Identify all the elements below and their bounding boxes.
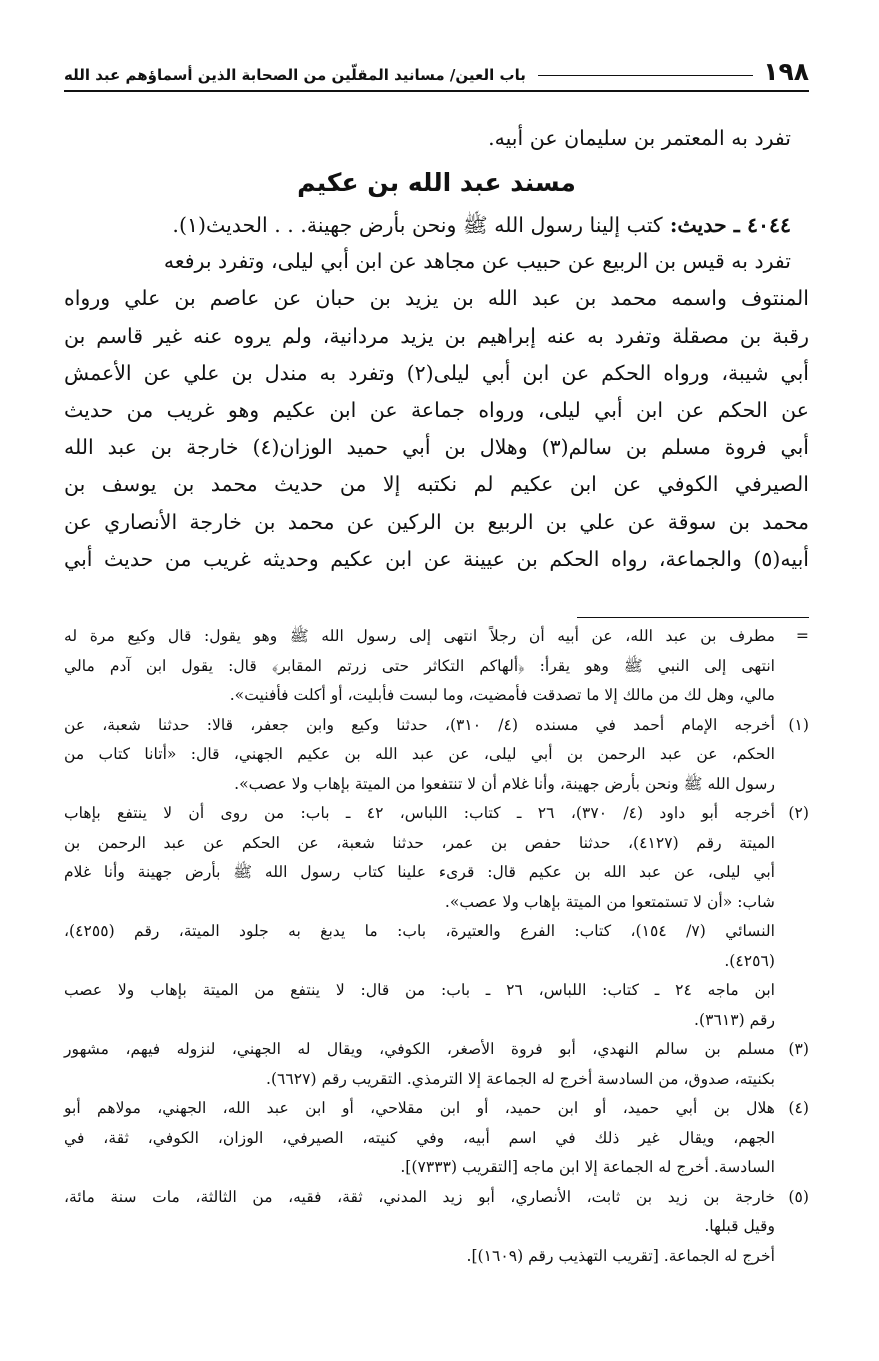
body-line: أبي شيبة، ورواه الحكم عن ابن أبي ليلى(٢) وتفرد به مندل بن علي عن الأعمش — [64, 360, 809, 385]
footnote-mark: (٢) — [788, 804, 809, 822]
footnote-mark: (١) — [788, 715, 809, 734]
footnote-line: ابن ماجه ٢٤ ـ كتاب: اللباس، ٢٦ ـ باب: من قال: لا ينتفع من الميتة بإهاب ولا عصب — [64, 981, 775, 999]
footnote-line: أخرجه الإمام أحمد في مسنده (٤/ ٣١٠)، حدثنا وكيع وابن جعفر، قالا: حدثنا شعبة، عن — [64, 715, 775, 734]
footnote-line: بكنيته، صدوق، من السادسة أخرج له الجماعة إلا الترمذي. التقريب رقم (٦٦٢٧). — [265, 1069, 775, 1088]
footnote-mark: = — [795, 627, 809, 645]
hadith-entry — [64, 207, 809, 243]
footnote-separator — [577, 617, 809, 618]
body-line: محمد بن سوقة عن علي بن الربيع بن الركين عن محمد بن خارجة الأنصاري عن — [64, 509, 809, 534]
footnote-line: وقيل قبلها. — [704, 1217, 775, 1235]
page-number: ١٩٨ — [763, 57, 809, 86]
footnote-3 — [64, 1035, 809, 1094]
footnote-mark: (٣) — [788, 1040, 809, 1058]
footnote-2 — [64, 799, 809, 1035]
intro-line: تفرد به المعتمر بن سليمان عن أبيه. — [488, 126, 791, 150]
footnote-line: رقم (٣٦١٣). — [694, 1010, 775, 1029]
footnote-mark: (٤) — [788, 1099, 809, 1117]
body-line: تفرد به قيس بن الربيع عن حبيب عن مجاهد عن ابن أبي ليلى، وتفرد برفعه — [163, 249, 791, 274]
body-line: الصيرفي الكوفي عن ابن عكيم لم نكتبه إلا من حديث محمد بن يوسف بن — [64, 472, 809, 497]
hadith-text: كتب إلينا رسول الله ﷺ ونحن بأرض جهينة. . . الحديث(١). — [172, 213, 663, 238]
footnote-line: مالي، وهل لك من مالك إلا ما تصدقت فأمضيت، وما لبست فأبليت، أو أكلت فأفنيت». — [229, 686, 775, 704]
footnote-line: أبي ليلى، عن عبد الله بن عكيم قال: قرىء علينا كتاب رسول الله ﷺ بأرض جهينة وأنا غلام — [64, 863, 775, 881]
section-title: مسند عبد الله بن عكيم — [297, 168, 576, 198]
footnote-1 — [64, 711, 809, 800]
footnote-line: الحكم، عن عبد الرحمن بن أبي ليلى، عن عبد الله بن عكيم الجهني، قال: «أتانا كتاب من — [64, 745, 775, 763]
footnote-line: (٤٢٥٦). — [724, 951, 775, 970]
footnote-line: خارجة بن زيد بن ثابت، الأنصاري، أبو زيد المدني، ثقة، فقيه، من الثالثة، مات سنة مائة، — [64, 1187, 775, 1206]
body-line: أبي فروة مسلم بن سالم(٣) وهلال بن أبي حميد الوزان(٤) خارجة بن عبد الله — [64, 435, 809, 460]
page-header — [64, 48, 809, 92]
header-rule — [538, 75, 753, 76]
footnote-line: انتهى إلى النبي ﷺ وهو يقرأ: ﴿ألهاكم التكاثر حتى زرتم المقابر﴾ قال: يقول ابن آدم مالي — [64, 656, 775, 675]
body-line: رقبة بن مصقلة وتفرد به عنه إبراهيم بن يزيد مردانية، ولم يروه عنه غير قاسم بن — [64, 323, 809, 348]
footnote-line: الجهم، ويقال غير ذلك في اسم أبيه، وفي كنيته، الصيرفي، الوزان، الكوفي، ثقة، في — [64, 1128, 775, 1147]
footnote-line: النسائي (٧/ ١٥٤)، كتاب: الفرع والعتيرة، باب: ما يدبغ به جلود الميتة، رقم (٤٢٥٥)، — [64, 922, 775, 940]
footnote-line: شاب: «أن لا تستمتعوا من الميتة بإهاب ولا عصب». — [444, 892, 775, 911]
footnote-4 — [64, 1094, 809, 1183]
footnote-line: الميتة رقم (٤١٢٧)، حدثنا حفص بن عمر، حدثنا شعبة، عن الحكم عن عبد الرحمن بن — [64, 833, 776, 852]
body-line: عن الحكم عن ابن أبي ليلى، ورواه جماعة عن ابن عكيم وهو غريب من حديث — [64, 398, 809, 423]
footnote-mark: (٥) — [788, 1187, 809, 1206]
footnote-5 — [64, 1183, 809, 1272]
footnotes — [64, 622, 809, 1271]
footnote-line: مطرف بن عبد الله، عن أبيه أن رجلاً انتهى إلى رسول الله ﷺ وهو يقول: قال وكيع مرة له — [64, 627, 775, 645]
body-line: أبيه(٥) والجماعة، رواه الحكم بن عيينة عن ابن عكيم وحديثه غريب من حديث أبي — [64, 546, 809, 571]
footnote-line: السادسة. أخرج له الجماعة إلا ابن ماجه [التقريب (٧٣٣٣)]. — [400, 1158, 775, 1176]
main-text — [64, 120, 809, 578]
footnote-line: هلال بن أبي حميد، أو ابن حميد، أو ابن مقلاحي، أو ابن عبد الله، الجهني، مولاهم أبو — [64, 1099, 775, 1117]
footnote-continued — [64, 622, 809, 711]
footnote-line: رسول الله ﷺ ونحن بأرض جهينة، وأنا غلام أن لا تنتفعوا من الميتة بإهاب ولا عصب». — [234, 774, 775, 793]
footnote-line: مسلم بن سالم النهدي، أبو فروة الأصغر، الكوفي، ويقال له الجهني، لنزوله فيهم، مشهور — [64, 1040, 775, 1058]
hadith-label: ٤٠٤٤ ـ حديث: — [669, 213, 791, 238]
footnote-line: أخرجه أبو داود (٤/ ٣٧٠)، ٢٦ ـ كتاب: اللباس، ٤٢ ـ باب: من روى أن لا ينتفع بإهاب — [64, 804, 776, 822]
footnote-line: أخرج له الجماعة. [تقريب التهذيب رقم (١٦٠٩)]. — [466, 1246, 775, 1265]
body-line: المنتوف واسمه محمد بن عبد الله بن يزيد بن حبان عن عاصم بن علي ورواه — [64, 286, 809, 311]
running-head: باب العين/ مسانيد المقلّين من الصحابة الذين أسماؤهم عبد الله — [64, 66, 526, 84]
